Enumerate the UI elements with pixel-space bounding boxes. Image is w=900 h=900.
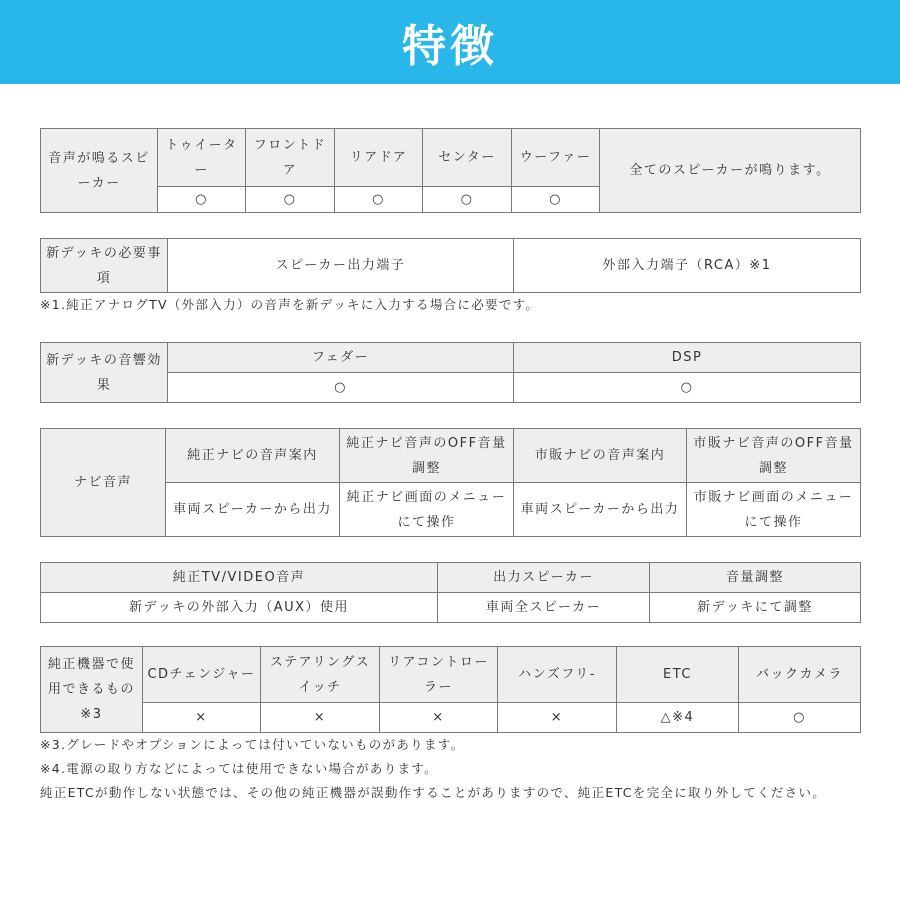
navi-header: 市販ナビ音声のOFF音量調整 [687,429,861,483]
tv-header: 音量調整 [650,563,861,593]
equipment-header: CDチェンジャー [143,647,261,703]
equipment-value: × [498,703,617,733]
tv-value: 車両全スピーカー [438,593,650,623]
equipment-header: ETC [617,647,739,703]
equipment-table [40,646,861,733]
requirements-speaker-output: スピーカー出力端子 [168,239,514,293]
equipment-value: ○ [739,703,861,733]
requirements-external-input: 外部入力端子（RCA）※1 [514,239,861,293]
effects-table [40,342,861,403]
speaker-mark: ○ [512,187,600,213]
speaker-header: リアドア [335,129,423,187]
footnote-etc-warning: 純正ETCが動作しない状態では、その他の純正機器が誤動作することがありますので、純正ETCを完全に取り外してください。 [40,785,827,800]
tv-header: 純正TV/VIDEO音声 [41,563,438,593]
speaker-mark: ○ [158,187,246,213]
speaker-mark: ○ [423,187,512,213]
equipment-value: × [143,703,261,733]
equipment-header: バックカメラ [739,647,861,703]
speaker-table [40,128,861,213]
footnotes [40,733,860,805]
footnote-1: ※1.純正アナログTV（外部入力）の音声を新デッキに入力する場合に必要です。 [40,297,540,312]
speaker-header: フロントドア [246,129,335,187]
equipment-header: ハンズフリ- [498,647,617,703]
navi-label: ナビ音声 [41,429,166,537]
speaker-note: 全てのスピーカーが鳴ります。 [600,129,861,213]
navi-value: 車両スピーカーから出力 [514,483,687,537]
navi-header: 市販ナビの音声案内 [514,429,687,483]
requirements-label: 新デッキの必要事項 [41,239,168,293]
speaker-mark: ○ [335,187,423,213]
navi-value: 純正ナビ画面のメニューにて操作 [340,483,514,537]
speaker-header: ウーファー [512,129,600,187]
equipment-label: 純正機器で使用できるもの※3 [41,647,143,733]
equipment-value: △※4 [617,703,739,733]
navi-table [40,428,861,537]
speaker-header: センター [423,129,512,187]
tv-value: 新デッキの外部入力（AUX）使用 [41,593,438,623]
effects-mark: ○ [514,373,861,403]
footnote-3: ※3.グレードやオプションによっては付いていないものがあります。 [40,737,465,752]
navi-header: 純正ナビの音声案内 [166,429,340,483]
equipment-header: リアコントローラー [380,647,498,703]
equipment-value: × [380,703,498,733]
speaker-row-label: 音声が鳴るスピーカー [41,129,158,213]
speaker-mark: ○ [246,187,335,213]
equipment-value: × [261,703,380,733]
requirements-table [40,238,861,293]
title-banner [0,0,900,84]
speaker-header: トゥイーター [158,129,246,187]
effects-mark: ○ [168,373,514,403]
tv-audio-table [40,562,861,623]
navi-header: 純正ナビ音声のOFF音量調整 [340,429,514,483]
tv-header: 出力スピーカー [438,563,650,593]
tv-value: 新デッキにて調整 [650,593,861,623]
footnote-4: ※4.電源の取り方などによっては使用できない場合があります。 [40,761,438,776]
effects-header-fader: フェダー [168,343,514,373]
equipment-header: ステアリングスイッチ [261,647,380,703]
navi-value: 市販ナビ画面のメニューにて操作 [687,483,861,537]
page-title: 特徴 [402,21,498,72]
effects-label: 新デッキの音響効果 [41,343,168,403]
effects-header-dsp: DSP [514,343,861,373]
navi-value: 車両スピーカーから出力 [166,483,340,537]
